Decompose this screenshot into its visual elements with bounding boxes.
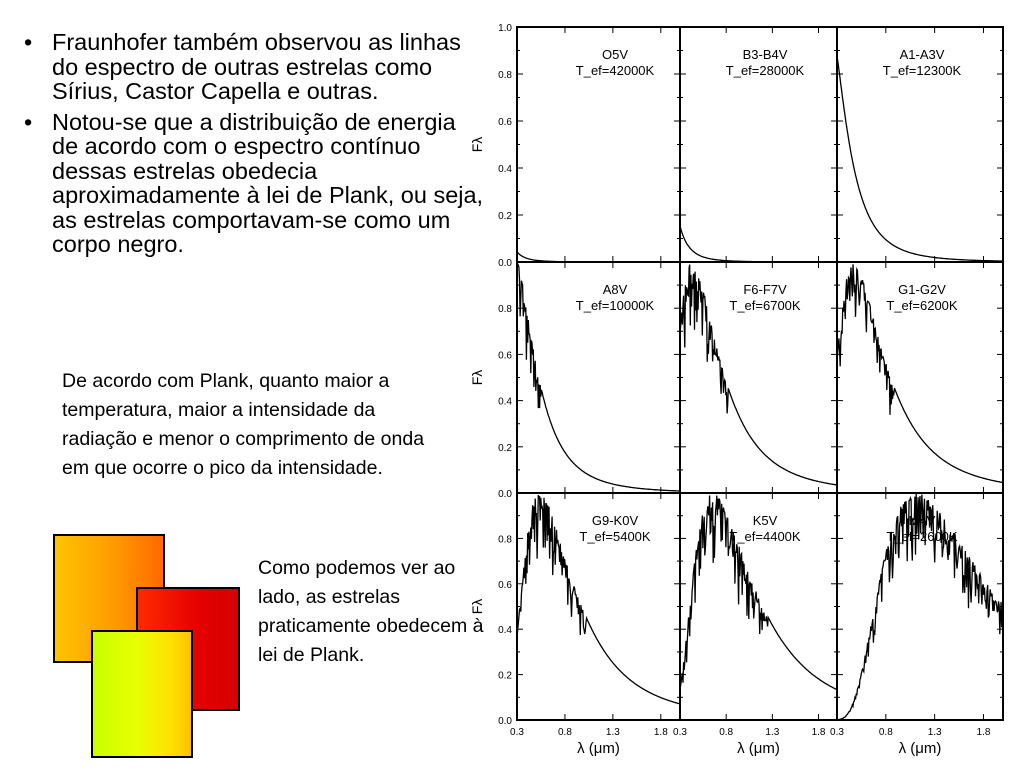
y-tick-label: 0.2 [498, 670, 512, 682]
y-tick-label: 0.4 [498, 625, 512, 637]
y-tick-label: 0.4 [498, 164, 512, 175]
bullet-item-energy-distribution [14, 110, 484, 257]
bullet-text: Notou-se que a distribuição de energia de acordo com o espectro contínuo dessas estrelas obedecia aproximadamente à lei de Plank, ou seja, as estrelas comportavam-se como um corpo negro. [52, 108, 484, 257]
spectrum-curve [517, 263, 680, 491]
bullet-marker: • [24, 29, 33, 55]
bullet-marker: • [24, 108, 33, 135]
spectral-type-label: A1-A3V [899, 47, 945, 62]
spectrum-curve [837, 55, 1003, 261]
temperature-label: T_ef=5400K [579, 529, 651, 544]
x-tick-label: 1.3 [765, 727, 780, 738]
spectral-type-label: M4V [908, 513, 936, 528]
spectral-type-label: B3-B4V [742, 47, 788, 62]
x-tick-label: 0.3 [830, 727, 844, 738]
spectral-type-label: F6-F7V [743, 282, 787, 297]
yellow-green-square-graphic [91, 630, 193, 758]
spectral-type-label: G1-G2V [898, 282, 946, 297]
temperature-label: T_ef=4400K [729, 529, 801, 544]
y-tick-label: 0.2 [498, 442, 512, 454]
temperature-label: T_ef=28000K [725, 63, 805, 78]
spectral-type-label: G9-K0V [591, 513, 639, 528]
spectrum-curve [680, 226, 837, 262]
y-axis-label: Fλ [469, 369, 485, 386]
y-tick-label: 0.2 [498, 211, 512, 222]
y-tick-label: 0.6 [498, 350, 512, 362]
conclusion-text: Como podemos ver ao lado, as estrelas praticamente obedecem à lei de Plank. [258, 557, 484, 666]
x-tick-label: 1.3 [927, 727, 942, 738]
temperature-label: T_ef=6200K [886, 298, 958, 313]
y-tick-label: 0.0 [498, 716, 512, 727]
bullet-list [14, 30, 484, 263]
spectrum-curve [517, 252, 680, 262]
y-tick-label: 0.8 [498, 534, 512, 546]
y-tick-label: 0.8 [498, 70, 512, 81]
plank-explanation-text: De acordo com Plank, quanto maior a temperatura, maior a intensidade da radiação e menor o comprimento de onda em que ocorre o pico da intensidade. [62, 370, 425, 479]
y-tick-label: 0.6 [498, 579, 512, 591]
bullet-item-fraunhofer [14, 30, 484, 104]
x-tick-label: 1.3 [605, 727, 620, 738]
x-tick-label: 1.8 [811, 727, 826, 738]
y-axis-label: Fλ [469, 598, 485, 615]
x-axis-label: λ (μm) [898, 740, 942, 757]
y-tick-label: 0.0 [498, 489, 512, 500]
x-tick-label: 0.3 [673, 727, 687, 738]
x-tick-label: 0.8 [878, 727, 893, 738]
spectral-type-label: K5V [752, 513, 778, 528]
spectral-type-label: A8V [602, 282, 628, 297]
temperature-label: T_ef=42000K [575, 63, 655, 78]
y-tick-label: 0.4 [498, 396, 512, 408]
bullet-text: Fraunhofer também observou as linhas do espectro de outras estrelas como Sírius, Castor Capella e outras. [52, 29, 461, 104]
y-tick-label: 0.0 [498, 258, 512, 269]
x-tick-label: 1.8 [653, 727, 668, 738]
temperature-label: T_ef=12300K [882, 63, 962, 78]
x-tick-label: 1.8 [976, 727, 991, 738]
x-tick-label: 0.8 [719, 727, 734, 738]
temperature-label: T_ef=2600K [886, 529, 958, 544]
temperature-label: T_ef=10000K [575, 298, 655, 313]
stellar-spectra-chart [460, 15, 1010, 760]
x-tick-label: 0.3 [510, 727, 524, 738]
y-tick-label: 1.0 [498, 23, 512, 34]
x-tick-label: 0.8 [557, 727, 572, 738]
y-axis-label: Fλ [469, 136, 485, 153]
x-axis-label: λ (μm) [737, 740, 780, 757]
y-tick-label: 0.6 [498, 117, 512, 128]
x-axis-label: λ (μm) [577, 740, 620, 757]
spectral-type-label: O5V [601, 47, 629, 62]
y-tick-label: 0.8 [498, 304, 512, 316]
temperature-label: T_ef=6700K [729, 298, 801, 313]
panel-frame [517, 262, 680, 493]
